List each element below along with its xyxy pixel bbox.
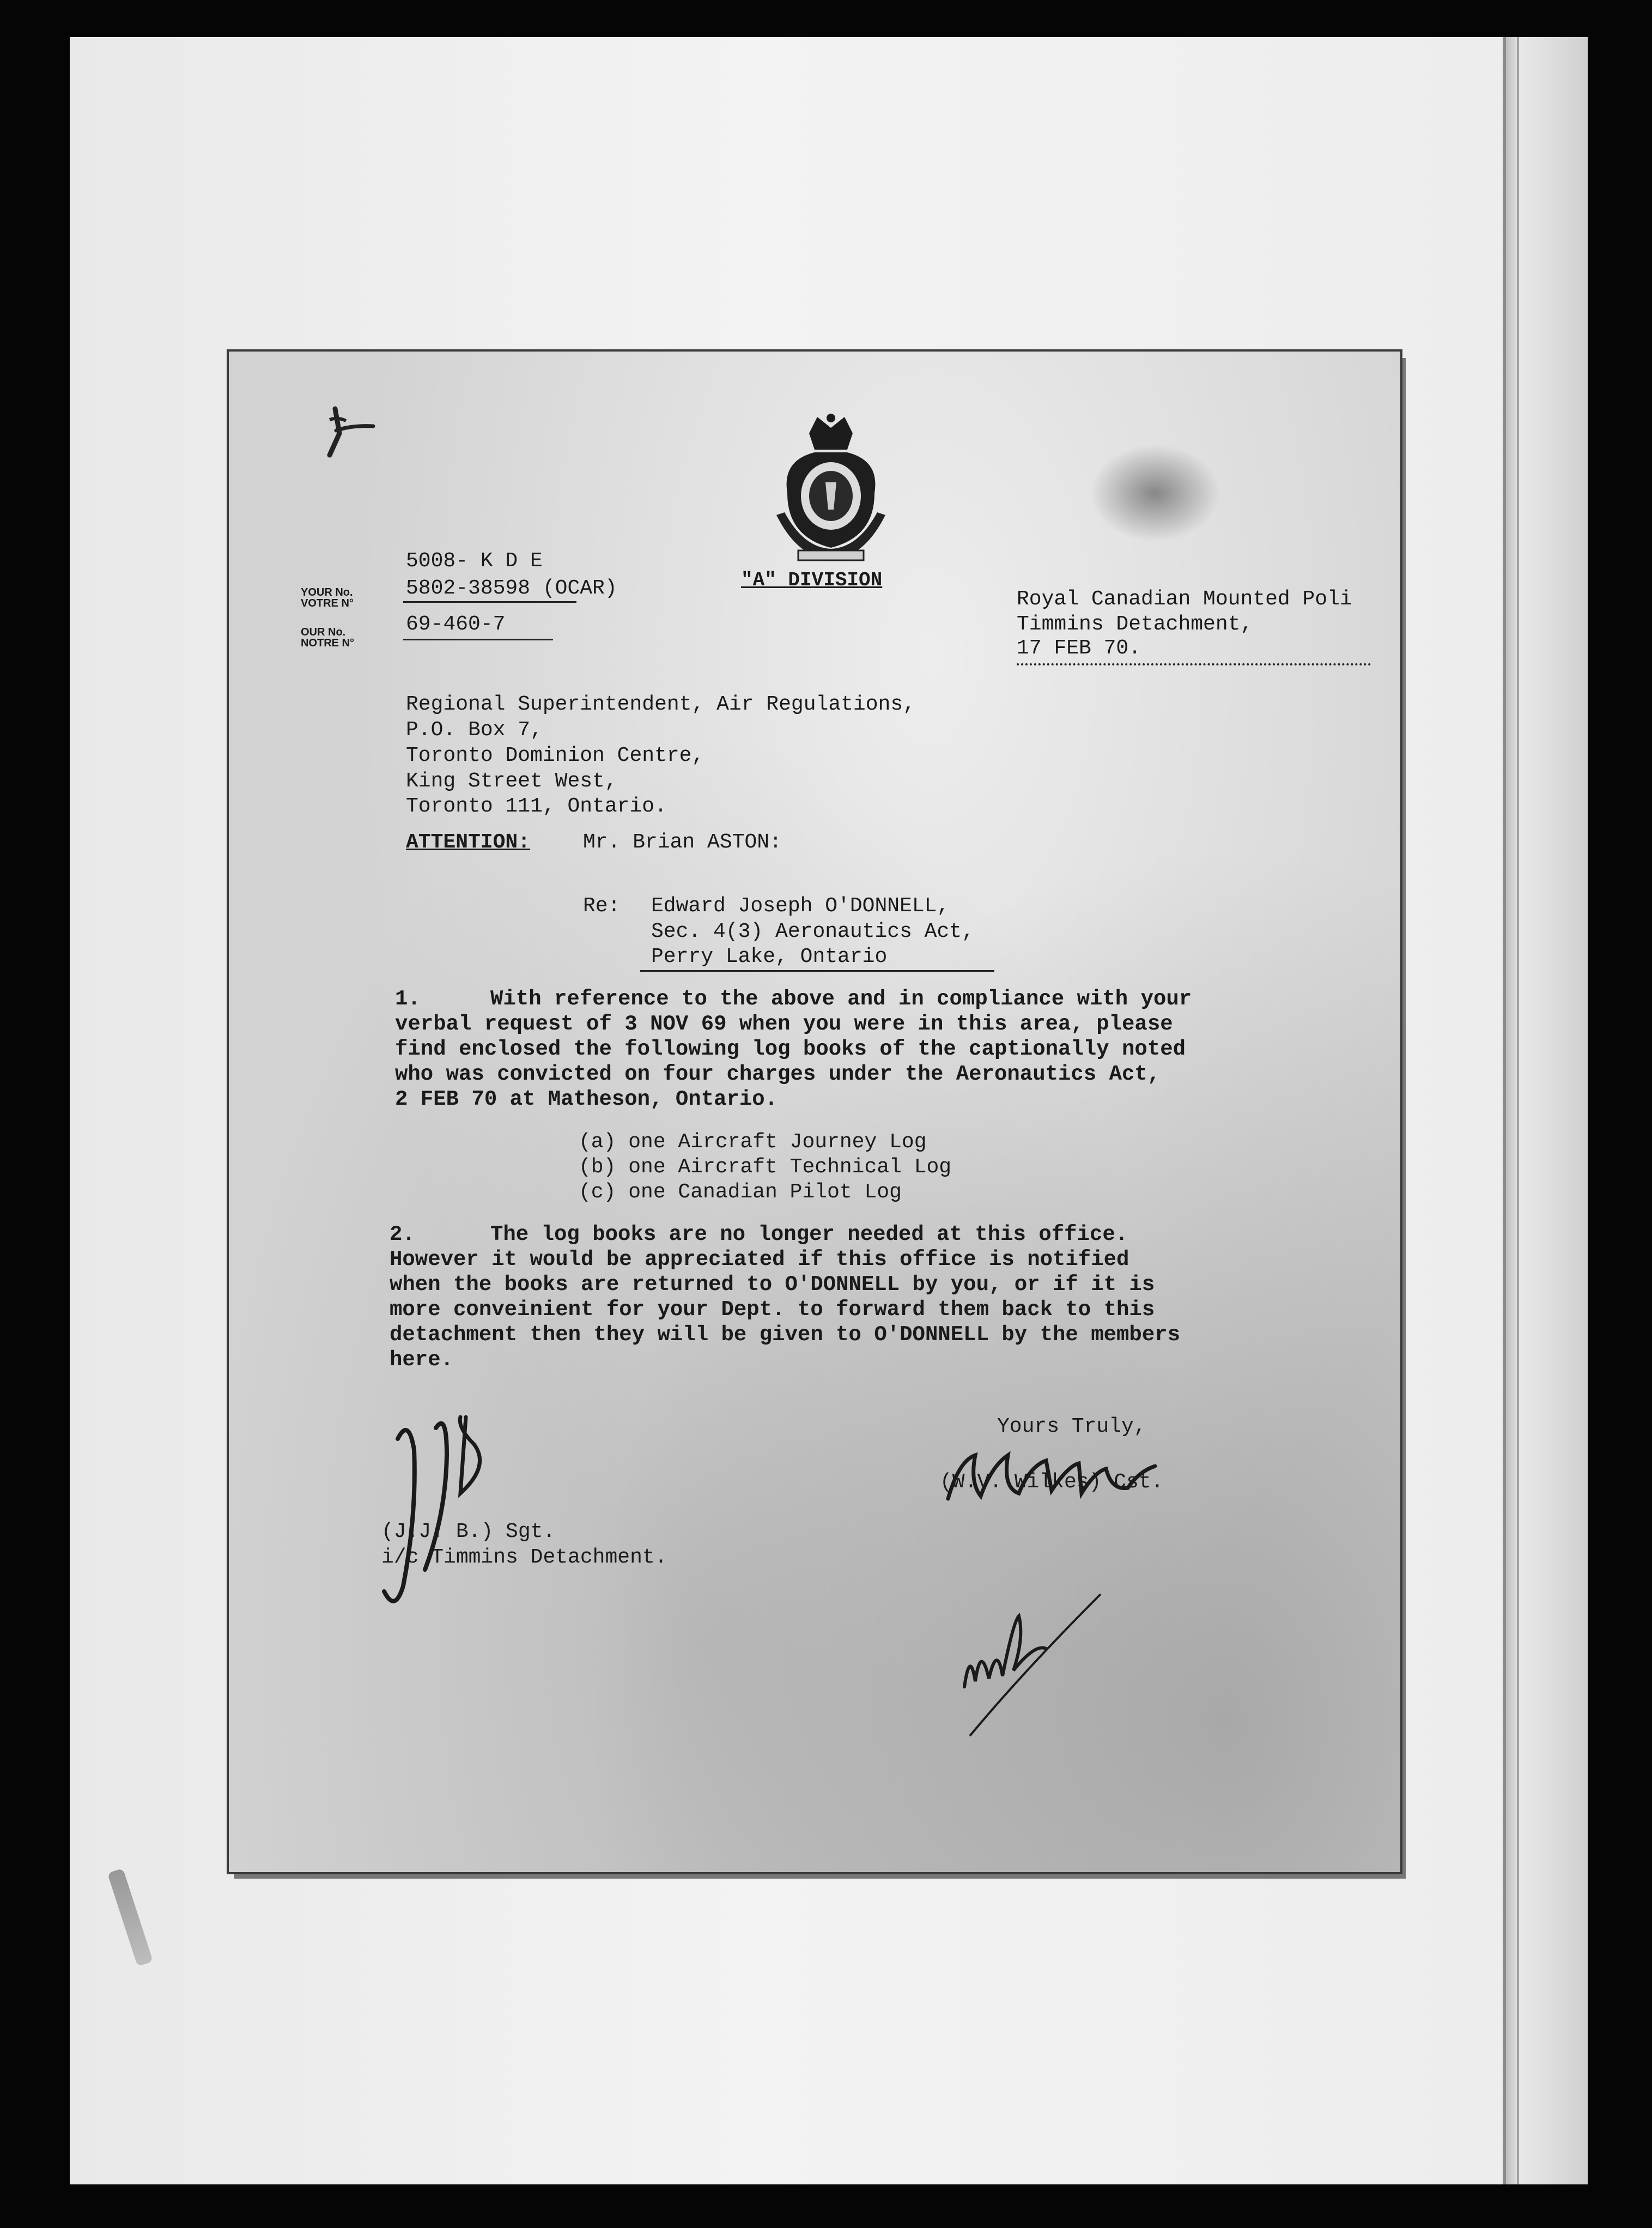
- division-title: "A" DIVISION: [741, 569, 883, 591]
- para2-line2: However it would be appreciated if this office is notified: [390, 1248, 1129, 1272]
- para2-number: 2.: [390, 1222, 415, 1246]
- letter-page: [229, 352, 1400, 1872]
- para1-line5: 2 FEB 70 at Matheson, Ontario.: [395, 1087, 778, 1111]
- re-underline: [640, 970, 994, 972]
- recipient-line4: King Street West,: [406, 770, 617, 793]
- re-line3: Perry Lake, Ontario: [651, 945, 888, 968]
- left-signer-title: i/c Timmins Detachment.: [381, 1546, 667, 1569]
- recipient-line1: Regional Superintendent, Air Regulations,: [406, 693, 915, 716]
- closing-salutation: Yours Truly,: [997, 1415, 1146, 1438]
- your-number-line1: 5008- K D E: [406, 549, 543, 573]
- attention-label: ATTENTION:: [406, 831, 531, 854]
- para1-line3: find enclosed the following log books of the captionally noted: [395, 1037, 1186, 1061]
- right-signer-name: (W.V. Wilkes) Cst.: [940, 1470, 1164, 1494]
- list-item-a: (a) one Aircraft Journey Log: [579, 1130, 927, 1154]
- para1-number: 1.: [395, 987, 421, 1011]
- para1-line2: verbal request of 3 NOV 69 when you were in this area, please: [395, 1012, 1173, 1036]
- your-number-underline: [403, 601, 576, 603]
- your-number-label: YOUR No. VOTRE N°: [301, 586, 354, 609]
- list-item-b: (b) one Aircraft Technical Log: [579, 1155, 952, 1179]
- our-number-underline: [403, 639, 553, 640]
- handwritten-initials: [943, 1583, 1106, 1747]
- re-label: Re:: [583, 894, 621, 918]
- date-dotted-rule: [1017, 663, 1371, 665]
- handwritten-check-mark: [297, 403, 379, 469]
- recipient-line5: Toronto 111, Ontario.: [406, 795, 667, 818]
- left-signer-name: (J.J. B.) Sgt.: [381, 1520, 556, 1543]
- letter-date: 17 FEB 70.: [1017, 637, 1141, 660]
- org-line1: Royal Canadian Mounted Poli: [1017, 588, 1352, 611]
- org-line2: Timmins Detachment,: [1017, 613, 1253, 636]
- our-number: 69-460-7: [406, 613, 506, 636]
- recipient-line2: P.O. Box 7,: [406, 718, 543, 742]
- para2-line4: more conveinient for your Dept. to forward them back to this: [390, 1298, 1155, 1322]
- para1-line1: With reference to the above and in compliance with your: [490, 987, 1192, 1011]
- para1-line4: who was convicted on four charges under the Aeronautics Act,: [395, 1062, 1161, 1086]
- mounting-strip-edge: [1517, 37, 1519, 2184]
- recipient-line3: Toronto Dominion Centre,: [406, 744, 704, 767]
- jjb-signature: [365, 1406, 529, 1624]
- mounting-strip: [1503, 37, 1588, 2184]
- ink-smudge: [1090, 444, 1220, 542]
- mounting-mark: [107, 1868, 153, 1966]
- para2-line5: detachment then they will be given to O'DONNELL by the members: [390, 1323, 1181, 1347]
- para2-line3: when the books are returned to O'DONNELL by you, or if it is: [390, 1273, 1155, 1297]
- re-line2: Sec. 4(3) Aeronautics Act,: [651, 920, 974, 943]
- attention-name: Mr. Brian ASTON:: [583, 831, 782, 854]
- list-item-c: (c) one Canadian Pilot Log: [579, 1180, 902, 1204]
- re-line1: Edward Joseph O'DONNELL,: [651, 894, 950, 918]
- para2-line1: The log books are no longer needed at this office.: [490, 1222, 1128, 1246]
- our-number-label: OUR No. NOTRE N°: [301, 626, 354, 649]
- rcmp-crest-icon: [766, 411, 896, 564]
- your-number-line2: 5802-38598 (OCAR): [406, 577, 617, 600]
- para2-line6: here.: [390, 1348, 454, 1372]
